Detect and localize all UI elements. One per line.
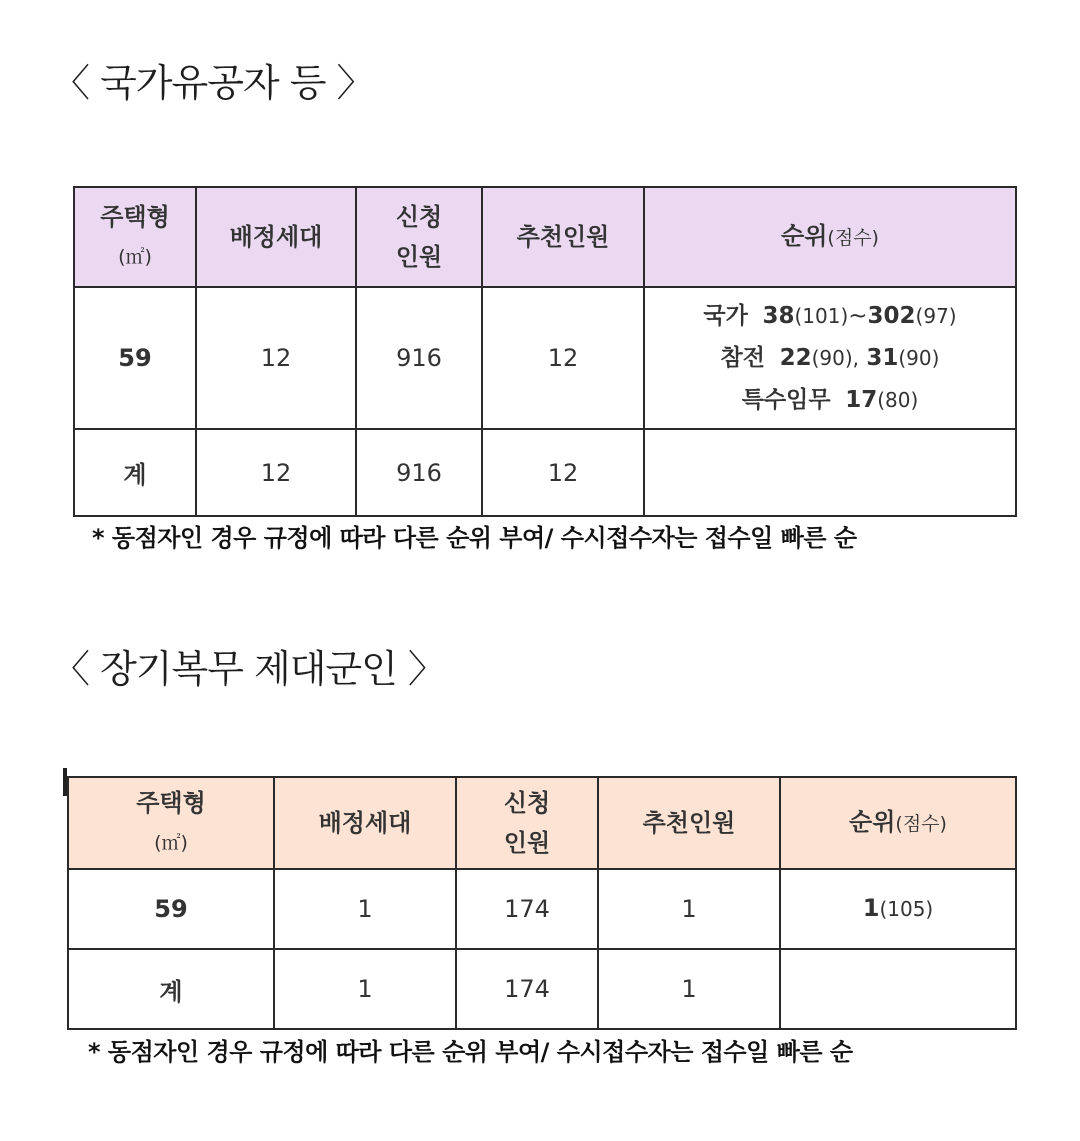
footnote: * 동점자인 경우 규정에 따라 다른 순위 부여/ 수시접수자는 접수일 빠른 순 (92, 524, 857, 552)
cell-allocation: 12 (196, 287, 356, 429)
rank-sep: ~ (848, 303, 868, 329)
table-row-total (68, 949, 1016, 1029)
rank-label: 국가 (703, 303, 748, 329)
header-type-label: 주택형 (136, 789, 206, 817)
rank-value: 1 (862, 894, 880, 922)
cell-recommended: 12 (482, 429, 644, 516)
header-applicants-line1: 신청 (503, 789, 551, 817)
rank-label: 참전 (720, 345, 765, 371)
table-header-row (74, 187, 1016, 287)
header-recommended: 추천인원 (482, 187, 644, 287)
rank-value: 17 (845, 387, 878, 413)
cell-type: 59 (68, 869, 274, 949)
header-applicants-line2: 인원 (503, 829, 551, 857)
header-rank-sub: (점수) (895, 813, 947, 835)
section-title-veterans: 〈 국가유공자 등 〉 (52, 61, 374, 105)
cell-applicants: 916 (356, 429, 482, 516)
rank-score: (80) (877, 388, 919, 412)
header-applicants-line1: 신청 (395, 203, 443, 231)
cell-allocation: 12 (196, 429, 356, 516)
rank-value: 38 (762, 303, 795, 329)
rank-value: 31 (866, 345, 899, 371)
header-rank (644, 187, 1016, 287)
cell-applicants: 174 (456, 869, 598, 949)
header-rank (780, 777, 1016, 869)
table-row-total (74, 429, 1016, 516)
header-applicants (356, 187, 482, 287)
cell-type: 계 (74, 429, 196, 516)
cell-applicants: 916 (356, 287, 482, 429)
header-applicants-line2: 인원 (395, 243, 443, 271)
header-allocation: 배정세대 (196, 187, 356, 287)
rank-score: (105) (879, 897, 934, 921)
table-row (68, 869, 1016, 949)
rank-line-war (645, 337, 1015, 379)
header-rank-label: 순위 (849, 808, 896, 836)
header-type-unit: (㎡) (154, 832, 188, 854)
cell-rank (644, 429, 1016, 516)
rank-score: (101) (794, 304, 849, 328)
header-type (74, 187, 196, 287)
header-type-unit: (㎡) (118, 246, 152, 268)
cell-rank (780, 869, 1016, 949)
section-title-long-service: 〈 장기복무 제대군인 〉 (52, 647, 445, 691)
rank-value: 302 (867, 303, 916, 329)
cell-applicants: 174 (456, 949, 598, 1029)
cell-recommended: 12 (482, 287, 644, 429)
rank-value: 22 (779, 345, 812, 371)
rank-score: (90) (898, 346, 940, 370)
table-header-row (68, 777, 1016, 869)
rank-line-national (645, 295, 1015, 337)
cell-rank (644, 287, 1016, 429)
header-type-label: 주택형 (100, 203, 170, 231)
header-recommended: 추천인원 (598, 777, 780, 869)
long-service-allocation-table (67, 776, 1017, 1030)
cell-type: 계 (68, 949, 274, 1029)
rank-line-special (645, 379, 1015, 421)
header-applicants (456, 777, 598, 869)
cell-allocation: 1 (274, 949, 456, 1029)
header-rank-sub: (점수) (827, 227, 879, 249)
header-type (68, 777, 274, 869)
cell-recommended: 1 (598, 869, 780, 949)
header-allocation: 배정세대 (274, 777, 456, 869)
veterans-allocation-table (73, 186, 1017, 517)
rank-score: (97) (915, 304, 957, 328)
rank-score: (90), (811, 346, 860, 370)
cell-recommended: 1 (598, 949, 780, 1029)
cell-allocation: 1 (274, 869, 456, 949)
cell-type: 59 (74, 287, 196, 429)
table-row (74, 287, 1016, 429)
rank-label: 특수임무 (741, 387, 831, 413)
footnote: * 동점자인 경우 규정에 따라 다른 순위 부여/ 수시접수자는 접수일 빠른 순 (88, 1038, 853, 1066)
cell-rank (780, 949, 1016, 1029)
header-rank-label: 순위 (781, 222, 828, 250)
